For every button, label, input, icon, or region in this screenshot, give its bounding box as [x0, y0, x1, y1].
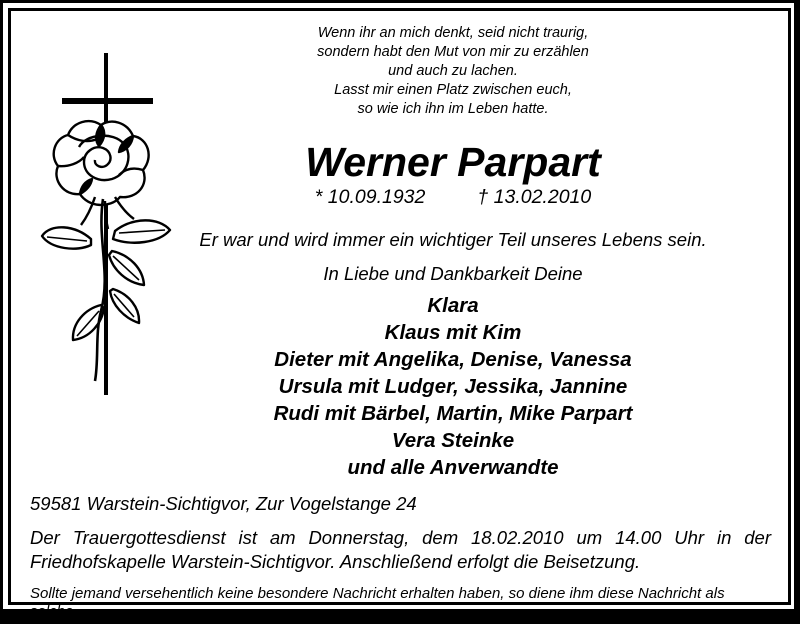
closing-line: In Liebe und Dankbarkeit Deine [323, 263, 583, 284]
deceased-name: Werner Parpart [305, 139, 601, 185]
death-date: † 13.02.2010 [477, 186, 592, 208]
poem-line: und auch zu lachen. [388, 63, 518, 79]
poem [115, 24, 791, 119]
poem-line: Lasst mir einen Platz zwischen euch, [334, 82, 572, 98]
life-dates [115, 186, 791, 208]
service-line-2: Friedhofskapelle Warstein-Sichtigvor. Anschließend erfolgt die Beisetzung. [30, 551, 641, 572]
mourner-line: Vera Steinke [391, 429, 515, 452]
service-line-1: Der Trauergottesdienst ist am Donnerstag, dem 18.02.2010 um 14.00 Uhr in der [30, 527, 771, 548]
address-line: 59581 Warstein-Sichtigvor, Zur Vogelstange 24 [30, 493, 417, 514]
mourners-list [115, 292, 791, 481]
tribute-line: Er war und wird immer ein wichtiger Teil unseres Lebens sein. [199, 229, 707, 250]
poem-line: so wie ich ihn im Leben hatte. [357, 101, 549, 117]
poem-line: sondern habt den Mut von mir zu erzählen [317, 44, 589, 60]
poem-line: Wenn ihr an mich denkt, seid nicht traurig, [317, 25, 589, 41]
obituary-page [3, 3, 794, 620]
footnote: Sollte jemand versehentlich keine besondere Nachricht erhalten haben, so diene ihm diese Nachricht als solche. [30, 585, 725, 620]
mourner-line: Klaus mit Kim [384, 321, 522, 344]
mourner-line: Rudi mit Bärbel, Martin, Mike Parpart [273, 402, 633, 425]
birth-date: * 10.09.1932 [314, 186, 426, 208]
mourner-line: Klara [427, 294, 479, 317]
mourner-line: Dieter mit Angelika, Denise, Vanessa [274, 348, 632, 371]
service-paragraph [30, 526, 771, 574]
mourner-line: und alle Anverwandte [347, 456, 559, 479]
mourner-line: Ursula mit Ludger, Jessika, Jannine [278, 375, 628, 398]
